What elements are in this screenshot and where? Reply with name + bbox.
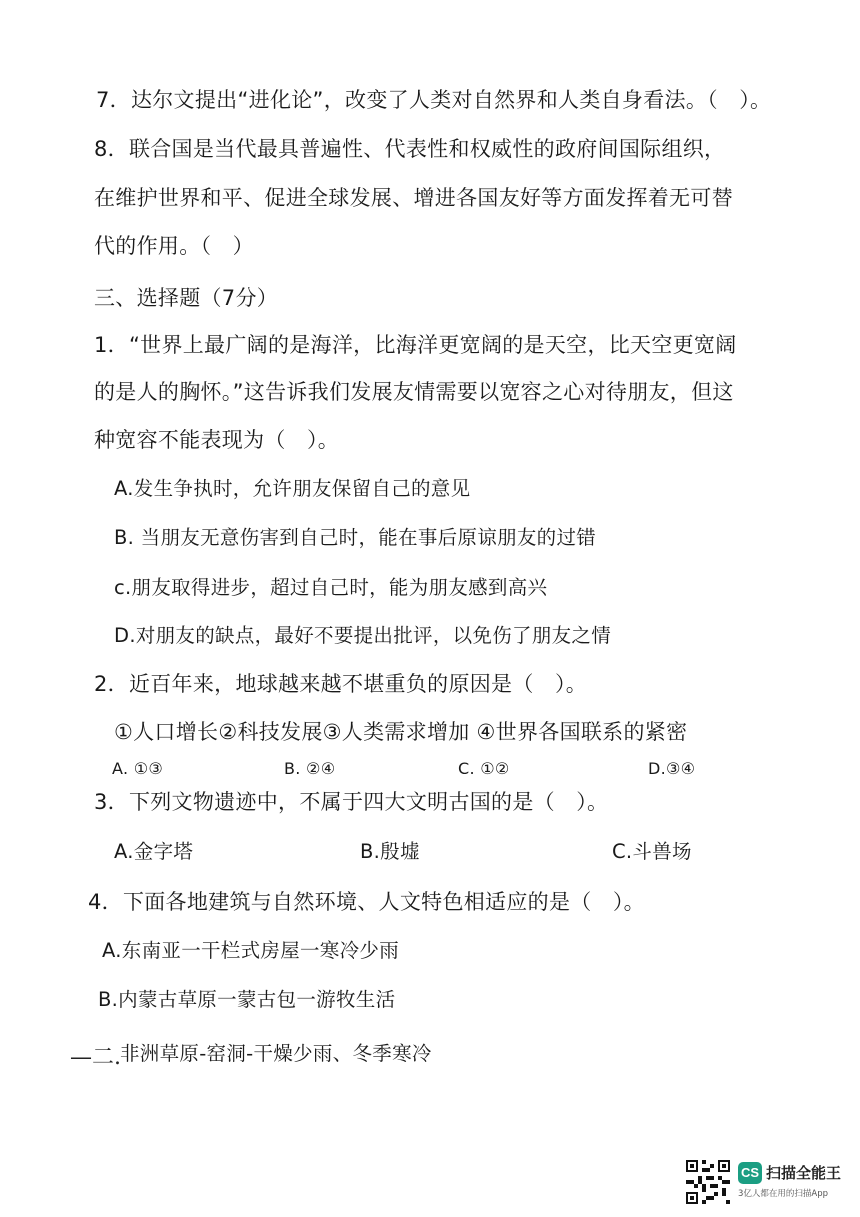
mc-q1-option-a: A.发生争执时，允许朋友保留自己的意见 <box>114 477 471 500</box>
scanner-watermark <box>686 1160 846 1210</box>
mc-q1-option-b: B. 当朋友无意伤害到自己时，能在事后原谅朋友的过错 <box>114 526 597 549</box>
mc-q3-option-b: B.殷墟 <box>360 840 420 863</box>
mc-q4-option-b: B.内蒙古草原一蒙古包一游牧生活 <box>98 988 396 1011</box>
mc-q2-items: ①人口增长②科技发展③人类需求增加 ④世界各国联系的紧密 <box>114 720 688 744</box>
question-8-line-3: 代的作用。（ ） <box>94 234 254 258</box>
mc-q1-option-c: c.朋友取得进步，超过自己时，能为朋友感到高兴 <box>114 576 548 599</box>
mc-q1-line-2: 的是人的胸怀。”这告诉我们发展友情需要以宽容之心对待朋友，但这 <box>94 380 734 404</box>
mc-q3-option-a: A.金字塔 <box>114 840 194 863</box>
mc-q1-line-1: 1．“世界上最广阔的是海洋，比海洋更宽阔的是天空，比天空更宽阔 <box>94 333 737 357</box>
mc-q1-line-3: 种宽容不能表现为（ ）。 <box>94 428 340 452</box>
mc-q1-option-d: D.对朋友的缺点，最好不要提出批评，以免伤了朋友之情 <box>114 624 612 647</box>
section-3-heading: 三、选择题（7分） <box>94 286 279 310</box>
question-7: 7．达尔文提出“进化论”，改变了人类对自然界和人类自身看法。（ ）。 <box>96 88 772 112</box>
question-8-line-2: 在维护世界和平、促进全球发展、增进各国友好等方面发挥着无可替 <box>94 186 733 210</box>
question-8-line-1: 8．联合国是当代最具普遍性、代表性和权威性的政府间国际组织， <box>94 137 726 161</box>
mc-q2-option-d: D.③④ <box>648 759 696 778</box>
camscanner-logo-icon: CS <box>738 1162 762 1184</box>
app-name: 扫描全能王 <box>766 1164 842 1182</box>
qr-code-icon <box>686 1160 730 1204</box>
mc-q3-stem: 3．下列文物遗迹中，不属于四大文明古国的是（ ）。 <box>94 790 609 814</box>
mc-q3-option-c: C.斗兽场 <box>612 840 692 863</box>
app-tagline: 3亿人都在用的扫描App <box>738 1189 829 1199</box>
mc-q2-option-c: C. ①② <box>458 759 510 778</box>
mc-q4-stem: 4．下面各地建筑与自然环境、人文特色相适应的是（ ）。 <box>88 890 645 914</box>
mc-q2-stem: 2．近百年来，地球越来越不堪重负的原因是（ ）。 <box>94 672 588 696</box>
mc-q4-option-c: 非洲草原-窑洞-干燥少雨、冬季寒冷 <box>120 1042 432 1065</box>
mc-q2-option-b: B. ②④ <box>284 759 336 778</box>
mc-q2-option-a: A. ①③ <box>112 759 164 778</box>
handwritten-mark: —二. <box>70 1045 121 1070</box>
mc-q4-option-a: A.东南亚一干栏式房屋一寒冷少雨 <box>102 939 399 962</box>
